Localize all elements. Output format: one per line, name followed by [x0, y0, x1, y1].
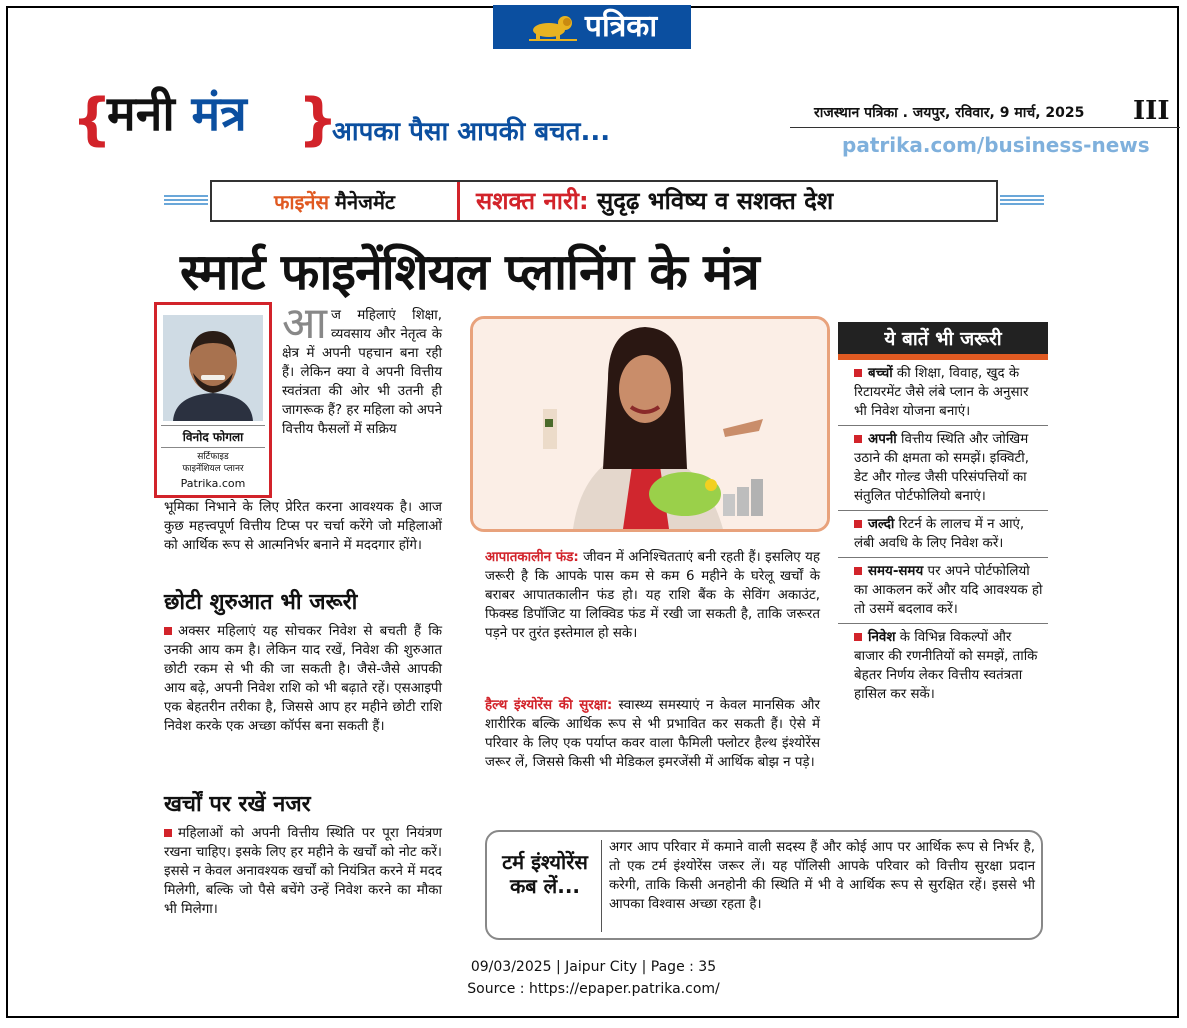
kicker-bar	[210, 180, 998, 222]
sidebar-item-text: पर अपने पोर्टफोलियो का आकलन करें और यदि आवश्यक हो तो उसमें बदलाव करें।	[854, 564, 1043, 617]
sidebar-item	[838, 624, 1048, 708]
dateline-rule	[790, 127, 1180, 128]
intro-dropcap: आ	[282, 298, 327, 349]
source-url[interactable]: Source : https://epaper.patrika.com/	[467, 981, 720, 997]
health-insurance-label: हैल्थ इंश्योरेंस की सुरक्षा:	[485, 698, 613, 713]
edition-info: 09/03/2025 | Jaipur City | Page : 35	[470, 959, 717, 975]
bullet-icon	[854, 567, 862, 575]
sidebar-item-lead: बच्चों	[868, 366, 893, 381]
author-name: विनोद फोगला	[161, 425, 265, 448]
health-insurance-text: स्वास्थ्य समस्याएं न केवल मानसिक और शारीरिक बल्कि आर्थिक रूप से भी प्रभावित कर सकती हैं। ऐसे में परिवार के लिए एक पर्याप्त कवर वाला फैमिली फ्लोटर हैल्थ इंश्योरेंस जरूर लें, जिससे किसी भी मेडिकल इमरजेंसी में आर्थिक बोझ न पड़े।	[485, 698, 820, 770]
bullet-icon	[854, 435, 862, 443]
masthead-name: पत्रिका	[584, 9, 658, 44]
sidebar-item-text: वित्तीय स्थिति और जोखिम उठाने की क्षमता को समझें। इक्विटी, डेट और गोल्ड जैसी परिसंपत्तियों का संतुलित पोर्टफोलियो बनाएं।	[854, 432, 1030, 504]
sidebar-box	[838, 322, 1048, 708]
sidebar-item-text: की शिक्षा, विवाह, खुद के रिटायरमेंट जैसे लंबे प्लान के अनुसार भी निवेश योजना बनाएं।	[854, 366, 1029, 419]
sidebar-item	[838, 511, 1048, 558]
woman-piggybank-photo	[470, 316, 830, 532]
author-role-line1: सर्टिफाइड	[197, 452, 229, 462]
section1-title: छोटी शुरुआत भी जरूरी	[164, 590, 358, 615]
intro-text: ज महिलाएं शिक्षा, व्यवसाय और नेतृत्व के क्षेत्र में अपनी पहचान बना रही हैं। लेकिन क्या वे अपनी वित्तीय स्वतंत्रता की ओर भी उतनी ही जागरूक हैं? हर महिला को अपने वित्तीय फैसलों में सक्रिय	[282, 308, 442, 437]
stripe-right	[1000, 195, 1044, 206]
intro-paragraph	[282, 298, 442, 439]
author-box	[154, 302, 272, 498]
page-number: III	[1133, 96, 1170, 126]
sidebar-item-text: के विभिन्न विकल्पों और बाजार की रणनीतियों को समझें, ताकि बेहतर निर्णय लेकर वित्तीय स्वतंत्रता हासिल कर सकें।	[854, 630, 1038, 702]
column-title	[107, 86, 247, 142]
bullet-icon	[854, 369, 862, 377]
dateline: राजस्थान पत्रिका . जयपुर, रविवार, 9 मार्च, 2025	[814, 105, 1085, 121]
health-insurance-paragraph	[485, 696, 820, 772]
author-photo	[163, 315, 263, 421]
sidebar-item	[838, 426, 1048, 511]
author-site: Patrika.com	[180, 477, 246, 490]
bullet-icon	[854, 633, 862, 641]
intro-paragraph-cont: भूमिका निभाने के लिए प्रेरित करना आवश्यक है। आज कुछ महत्त्वपूर्ण वित्तीय टिप्स पर चर्चा करेंगे जो महिलाओं को आर्थिक रूप से आत्मनिर्भर बनाने में मददगार होंगे।	[164, 500, 442, 553]
kicker-category	[212, 182, 460, 220]
sidebar-title: ये बातें भी जरूरी	[838, 322, 1048, 360]
bullet-icon	[854, 520, 862, 528]
term-insurance-title: टर्म इंश्योरेंस कब लें...	[502, 850, 588, 898]
emergency-fund-label: आपातकालीन फंड:	[485, 550, 579, 565]
section2-body: महिलाओं को अपनी वित्तीय स्थिति पर पूरा नियंत्रण रखना चाहिए। इसके लिए हर महीने के खर्चों को नोट करें। इससे न केवल अनावश्यक खर्चों को नियंत्रित करने में मदद मिलेगी, बल्कि जो पैसे बचेंगे उन्हें निवेश करने का मौका भी मिलेगा।	[164, 826, 442, 917]
sidebar-item-lead: अपनी	[868, 432, 897, 447]
section-url[interactable]: patrika.com/business-news	[842, 133, 1150, 157]
author-role-line2: फाइनेंशियल प्लानर	[182, 464, 244, 474]
bullet-icon	[164, 627, 172, 635]
sidebar-item-lead: निवेश	[868, 630, 896, 645]
sidebar-item	[838, 360, 1048, 426]
column-tagline: आपका पैसा आपकी बचत...	[332, 117, 611, 147]
column-title-word1: मनी	[107, 86, 175, 142]
kicker-series-label: सशक्त नारी:	[476, 187, 589, 215]
brace-open: {	[72, 87, 112, 152]
masthead-logo	[493, 5, 691, 49]
section2-title: खर्चों पर रखें नजर	[164, 792, 311, 817]
lion-emblem-icon	[527, 12, 579, 42]
brace-close: }	[298, 87, 338, 152]
kicker-series	[476, 184, 833, 217]
bullet-icon	[164, 829, 172, 837]
headline: स्मार्ट फाइनेंशियल प्लानिंग के मंत्र	[180, 243, 759, 301]
term-insurance-text: अगर आप परिवार में कमाने वाली सदस्य हैं और कोई आप पर आर्थिक रूप से निर्भर है, तो एक टर्म इंश्योरेंस जरूर लें। यह पॉलिसी आपके परिवार को वित्तीय सुरक्षा प्रदान करेगी, ताकि किसी अनहोनी की स्थिति में भी वे आर्थिक रूप से सुरक्षित रहें। इससे भी आपका विश्वास अच्छा रहता है।	[609, 840, 1035, 912]
author-portrait-icon	[163, 315, 263, 421]
term-divider	[601, 840, 602, 932]
sidebar-item	[838, 558, 1048, 624]
column-title-word2: मंत्र	[191, 86, 247, 142]
term-insurance-box	[485, 830, 1043, 940]
sidebar-item-lead: जल्दी	[868, 517, 895, 532]
source-footer	[0, 956, 1187, 1000]
sidebar-item-text: रिटर्न के लालच में न आएं, लंबी अवधि के लिए निवेश करें।	[854, 517, 1025, 551]
section1-body: अक्सर महिलाएं यह सोचकर निवेश से बचती हैं कि उनकी आय कम है। लेकिन याद रखें, निवेश की शुरुआत छोटी रकम से भी की जा सकती है। जैसे-जैसे आपकी आय बढ़े, अपनी निवेश राशि को भी बढ़ाते रहें। एसआइपी एक बेहतरीन तरीका है, जिससे आप हर महीने छोटी राशि निवेश करके एक अच्छा कॉर्पस बना सकती हैं।	[164, 624, 442, 734]
kicker-category-word1: फाइनेंस	[274, 189, 330, 214]
kicker-category-word2: मैनेजमेंट	[335, 189, 395, 214]
section1-text	[164, 622, 442, 736]
sidebar-item-lead: समय-समय	[868, 564, 924, 579]
emergency-fund-text: जीवन में अनिश्चितताएं बनी रहती हैं। इसलिए यह जरूरी है कि आपके पास कम से कम 6 महीने के घरेलू खर्चों के बराबर आपातकालीन फंड हो। यह राशि बैंक के सेविंग अकाउंट, फिक्स्ड डिपॉजिट या लिक्विड फंड में रखी जा सकती है, ताकि जरूरत पड़ने पर तुरंत इस्तेमाल हो सके।	[485, 550, 820, 641]
section2-text	[164, 824, 442, 919]
emergency-fund-paragraph	[485, 548, 820, 643]
woman-photo-illustration-icon	[473, 319, 827, 529]
kicker-series-title: सुदृढ़ भविष्य व सशक्त देश	[596, 187, 834, 215]
stripe-left	[164, 195, 208, 206]
